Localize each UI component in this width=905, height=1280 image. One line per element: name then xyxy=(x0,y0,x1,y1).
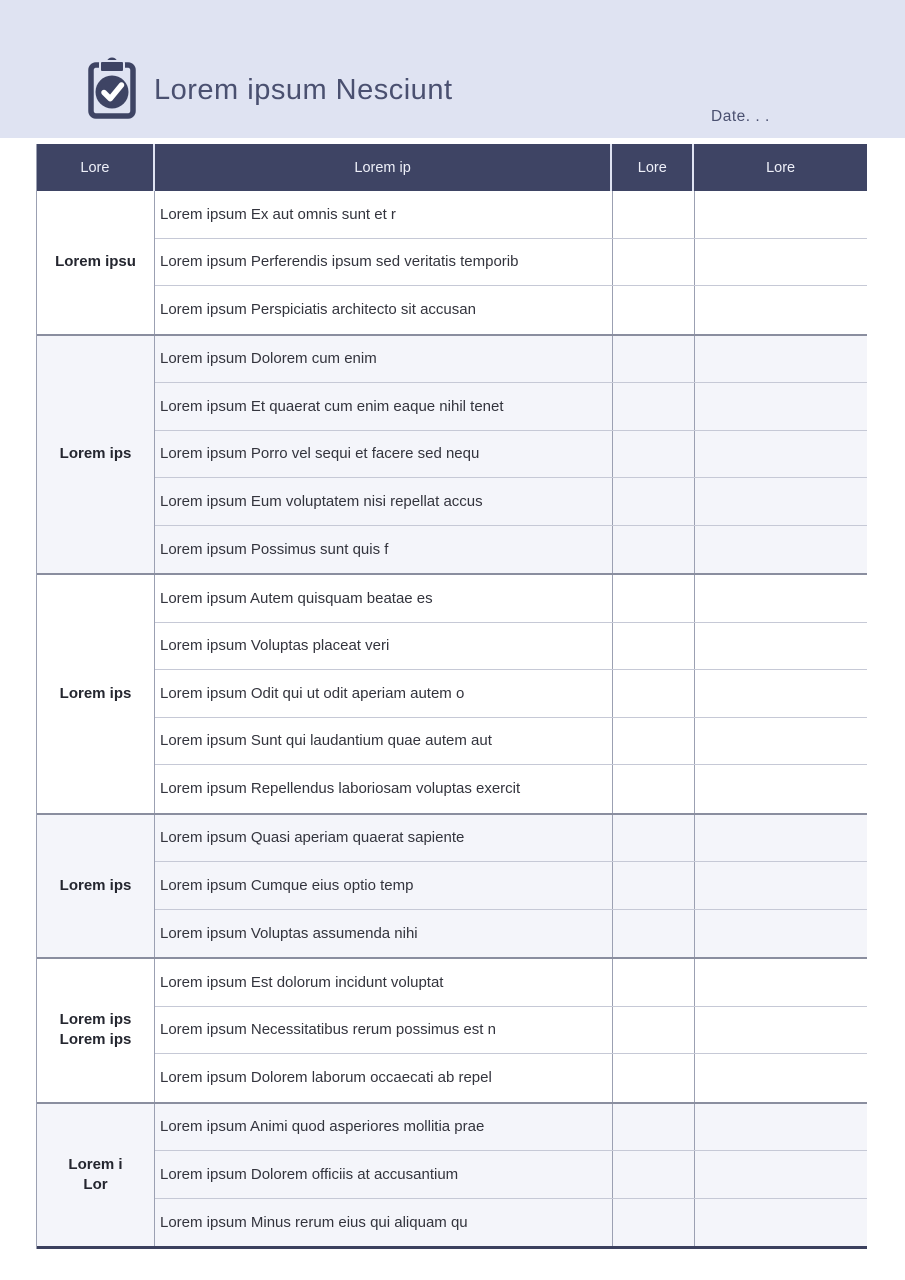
check-cell xyxy=(613,336,695,383)
group-rows xyxy=(155,191,867,334)
note-cell xyxy=(695,862,867,909)
group-rows xyxy=(155,336,867,574)
note-cell xyxy=(695,1007,867,1054)
task-group xyxy=(37,336,867,576)
group-label xyxy=(37,815,155,958)
group-label xyxy=(37,959,155,1102)
check-cell xyxy=(613,959,695,1006)
table-row xyxy=(155,336,867,384)
check-cell xyxy=(613,1151,695,1198)
table-row xyxy=(155,718,867,766)
note-cell xyxy=(695,1054,867,1102)
task-group xyxy=(37,191,867,336)
group-label-line: Lorem ips xyxy=(59,1011,132,1028)
task-cell: Lorem ipsum Odit qui ut odit aperiam autem o xyxy=(155,670,613,717)
task-group xyxy=(37,575,867,815)
check-cell xyxy=(613,239,695,286)
check-cell xyxy=(613,478,695,525)
group-rows xyxy=(155,1104,867,1247)
task-cell: Lorem ipsum Ex aut omnis sunt et r xyxy=(155,191,613,238)
table-row xyxy=(155,286,867,334)
task-cell: Lorem ipsum Dolorem cum enim xyxy=(155,336,613,383)
column-header-check: Lore xyxy=(612,144,694,191)
task-cell: Lorem ipsum Perferendis ipsum sed veritatis temporib xyxy=(155,239,613,286)
check-cell xyxy=(613,862,695,909)
note-cell xyxy=(695,336,867,383)
group-label xyxy=(37,575,155,813)
table-row xyxy=(155,383,867,431)
table-row xyxy=(155,623,867,671)
group-label xyxy=(37,336,155,574)
table-row xyxy=(155,959,867,1007)
group-label-line: Lor xyxy=(83,1175,108,1193)
table-row xyxy=(155,670,867,718)
check-cell xyxy=(613,575,695,622)
task-cell: Lorem ipsum Dolorem officiis at accusantium xyxy=(155,1151,613,1198)
task-cell: Lorem ipsum Sunt qui laudantium quae autem aut xyxy=(155,718,613,765)
note-cell xyxy=(695,1151,867,1198)
check-cell xyxy=(613,1104,695,1151)
table-row xyxy=(155,1054,867,1102)
check-cell xyxy=(613,1054,695,1102)
group-label xyxy=(37,191,155,334)
table-row xyxy=(155,1199,867,1247)
note-cell xyxy=(695,815,867,862)
group-rows xyxy=(155,959,867,1102)
table-row xyxy=(155,191,867,239)
task-cell: Lorem ipsum Necessitatibus rerum possimus est n xyxy=(155,1007,613,1054)
group-label-line: Lorem ipsu xyxy=(55,253,136,271)
column-header-task: Lorem ip xyxy=(155,144,612,191)
check-cell xyxy=(613,526,695,574)
note-cell xyxy=(695,239,867,286)
page-title: Lorem ipsum Nesciunt xyxy=(154,74,453,106)
note-cell xyxy=(695,1199,867,1247)
note-cell xyxy=(695,575,867,622)
table-row xyxy=(155,1007,867,1055)
table-row xyxy=(155,862,867,910)
task-cell: Lorem ipsum Cumque eius optio temp xyxy=(155,862,613,909)
check-cell xyxy=(613,191,695,238)
task-cell: Lorem ipsum Et quaerat cum enim eaque nihil tenet xyxy=(155,383,613,430)
table-row xyxy=(155,526,867,574)
check-cell xyxy=(613,718,695,765)
note-cell xyxy=(695,191,867,238)
group-label-line: Lorem ips xyxy=(59,445,132,463)
group-label-line: Lorem ips xyxy=(59,876,132,894)
checklist-table xyxy=(36,144,867,1249)
table-row xyxy=(155,239,867,287)
task-cell: Lorem ipsum Voluptas placeat veri xyxy=(155,623,613,670)
table-row xyxy=(155,815,867,863)
note-cell xyxy=(695,623,867,670)
check-cell xyxy=(613,383,695,430)
note-cell xyxy=(695,718,867,765)
task-group xyxy=(37,815,867,960)
note-cell xyxy=(695,478,867,525)
task-cell: Lorem ipsum Dolorem laborum occaecati ab repel xyxy=(155,1054,613,1102)
table-row xyxy=(155,431,867,479)
task-cell: Lorem ipsum Animi quod asperiores mollitia prae xyxy=(155,1104,613,1151)
group-rows xyxy=(155,575,867,813)
table-row xyxy=(155,765,867,813)
clipboard-check-icon xyxy=(87,55,137,123)
table-header-row xyxy=(37,144,867,191)
check-cell xyxy=(613,1007,695,1054)
table-body xyxy=(37,191,867,1249)
task-group xyxy=(37,959,867,1104)
note-cell xyxy=(695,526,867,574)
group-label-line: Lorem ips xyxy=(59,684,132,702)
check-cell xyxy=(613,1199,695,1247)
group-label-line: Lorem i xyxy=(68,1155,123,1173)
table-row xyxy=(155,478,867,526)
check-cell xyxy=(613,623,695,670)
date-label: Date. . . xyxy=(711,108,770,125)
note-cell xyxy=(695,431,867,478)
check-cell xyxy=(613,431,695,478)
task-cell: Lorem ipsum Eum voluptatem nisi repellat accus xyxy=(155,478,613,525)
table-row xyxy=(155,1151,867,1199)
task-cell: Lorem ipsum Repellendus laboriosam voluptas exercit xyxy=(155,765,613,813)
table-row xyxy=(155,910,867,958)
note-cell xyxy=(695,959,867,1006)
column-header-category: Lore xyxy=(37,144,155,191)
note-cell xyxy=(695,765,867,813)
column-header-note: Lore xyxy=(766,159,796,176)
group-label-line: Lorem ips xyxy=(59,1031,132,1049)
task-cell: Lorem ipsum Autem quisquam beatae es xyxy=(155,575,613,622)
check-cell xyxy=(613,286,695,334)
task-cell: Lorem ipsum Minus rerum eius qui aliquam qu xyxy=(155,1199,613,1247)
check-cell xyxy=(613,815,695,862)
note-cell xyxy=(695,286,867,334)
check-cell xyxy=(613,670,695,717)
check-cell xyxy=(613,910,695,958)
table-row xyxy=(155,1104,867,1152)
task-cell: Lorem ipsum Perspiciatis architecto sit accusan xyxy=(155,286,613,334)
group-label xyxy=(37,1104,155,1247)
task-cell: Lorem ipsum Possimus sunt quis f xyxy=(155,526,613,574)
task-cell: Lorem ipsum Quasi aperiam quaerat sapiente xyxy=(155,815,613,862)
note-cell xyxy=(695,383,867,430)
check-cell xyxy=(613,765,695,813)
note-cell xyxy=(695,910,867,958)
table-row xyxy=(155,575,867,623)
note-cell xyxy=(695,670,867,717)
task-cell: Lorem ipsum Est dolorum incidunt voluptat xyxy=(155,959,613,1006)
group-rows xyxy=(155,815,867,958)
note-cell xyxy=(695,1104,867,1151)
task-cell: Lorem ipsum Porro vel sequi et facere sed nequ xyxy=(155,431,613,478)
task-group xyxy=(37,1104,867,1250)
task-cell: Lorem ipsum Voluptas assumenda nihi xyxy=(155,910,613,958)
